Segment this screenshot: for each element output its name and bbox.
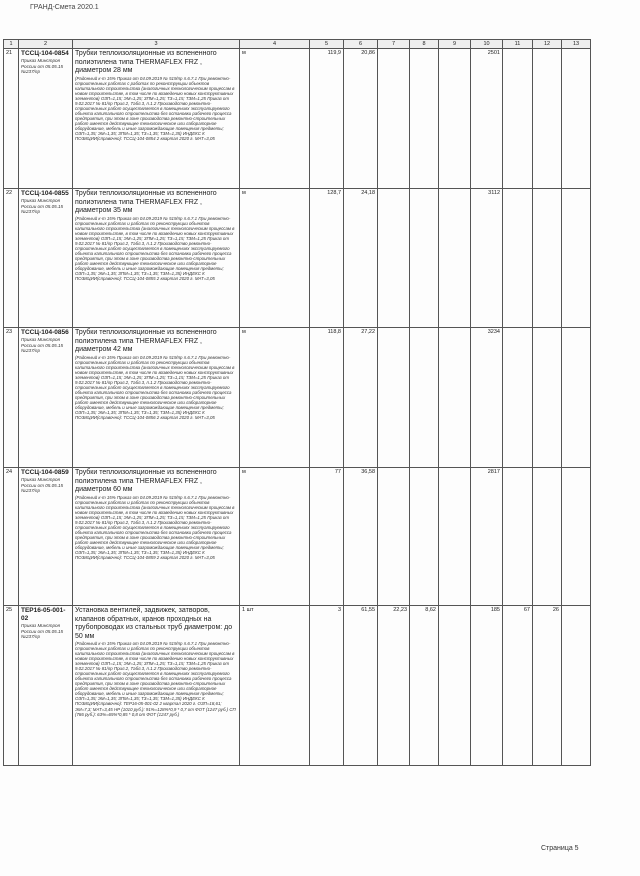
row-number: 23 xyxy=(4,328,19,468)
item-code: ТССЦ-104-0856 xyxy=(21,329,69,337)
column-header: 5 xyxy=(310,40,344,49)
row-number: 25 xyxy=(4,606,19,766)
value-cell: 22,23 xyxy=(378,606,410,766)
item-title: Трубки теплоизоляционные из вспененного полиэтилена типа THERMAFLEX FRZ , диаметром 42 мм xyxy=(75,329,217,354)
value-cell xyxy=(533,468,562,606)
value-cell: 8,62 xyxy=(410,606,439,766)
value-cell xyxy=(562,606,591,766)
description-cell xyxy=(73,468,240,606)
value-cell xyxy=(503,328,533,468)
value-cell xyxy=(378,189,410,328)
total-cell: 2501 xyxy=(471,49,503,189)
value-cell xyxy=(410,468,439,606)
value-cell xyxy=(533,189,562,328)
value-cell xyxy=(439,468,471,606)
value-cell xyxy=(533,49,562,189)
value-cell xyxy=(503,49,533,189)
table-row xyxy=(4,606,591,766)
value-cell xyxy=(439,606,471,766)
value-cell xyxy=(439,49,471,189)
column-header: 10 xyxy=(471,40,503,49)
total-cell: 3234 xyxy=(471,328,503,468)
value-cell xyxy=(533,328,562,468)
item-title: Трубки теплоизоляционные из вспененного полиэтилена типа THERMAFLEX FRZ , диаметром 60 мм xyxy=(75,469,217,494)
quantity-cell: 119,9 xyxy=(310,49,344,189)
value-cell xyxy=(562,189,591,328)
quantity-cell: 118,8 xyxy=(310,328,344,468)
total-cell: 3112 xyxy=(471,189,503,328)
item-code: ТЕР16-05-001-02 xyxy=(21,607,66,623)
table-row xyxy=(4,468,591,606)
column-header: 8 xyxy=(410,40,439,49)
item-title: Трубки теплоизоляционные из вспененного полиэтилена типа THERMAFLEX FRZ , диаметром 35 мм xyxy=(75,190,217,215)
column-header: 7 xyxy=(378,40,410,49)
unit-cell: м xyxy=(240,328,310,468)
value-cell xyxy=(562,328,591,468)
column-header: 4 xyxy=(240,40,310,49)
code-cell xyxy=(19,328,73,468)
value-cell xyxy=(378,49,410,189)
quantity-cell: 77 xyxy=(310,468,344,606)
item-code: ТССЦ-104-0859 xyxy=(21,469,69,477)
unit-cell: м xyxy=(240,468,310,606)
description-cell xyxy=(73,606,240,766)
order-ref: Приказ Минстроя России от 05.05.15 №237/пр xyxy=(21,477,64,493)
column-header: 13 xyxy=(562,40,591,49)
description-cell xyxy=(73,328,240,468)
item-title: Установка вентилей, задвижек, затворов, клапанов обратных, кранов проходных на трубопроводах из стальных труб диаметром: до 50 мм xyxy=(75,607,233,640)
row-number: 22 xyxy=(4,189,19,328)
unit-price-cell: 61,55 xyxy=(344,606,378,766)
table-row xyxy=(4,49,591,189)
column-header: 12 xyxy=(533,40,562,49)
item-code: ТССЦ-104-0854 xyxy=(21,50,69,58)
value-cell xyxy=(378,328,410,468)
unit-cell: 1 шт xyxy=(240,606,310,766)
value-cell xyxy=(439,189,471,328)
value-cell: 67 xyxy=(503,606,533,766)
value-cell xyxy=(503,468,533,606)
value-cell: 26 xyxy=(533,606,562,766)
table-row xyxy=(4,189,591,328)
value-cell xyxy=(503,189,533,328)
code-cell xyxy=(19,189,73,328)
order-ref: Приказ Минстроя России от 05.05.15 №237/пр xyxy=(21,58,64,74)
item-title: Трубки теплоизоляционные из вспененного полиэтилена типа THERMAFLEX FRZ , диаметром 28 мм xyxy=(75,50,217,75)
column-header: 3 xyxy=(73,40,240,49)
total-cell: 185 xyxy=(471,606,503,766)
description-cell xyxy=(73,49,240,189)
page-header: ГРАНД-Смета 2020.1 xyxy=(30,4,99,11)
value-cell xyxy=(562,49,591,189)
unit-price-cell: 24,18 xyxy=(344,189,378,328)
total-cell: 2817 xyxy=(471,468,503,606)
item-note: (Радонный к-т 15% Приказ от 04.09.2019 № 519/пр п.6.7.1 При ремонтно-строительных работах с работах по реконструкции объектов капитального строительства (аналогичных технологическим процессам в новом строительстве, в том числе по возведению новых конструктивных элементов) ОЗП=1,15; ЭМ=1,25; ЗПМ=1,25; ТЗ=1,15; ТЗМ=1,25 Приказ от 9.02.2017 № 81/пр Прил.2, Табл.3, п.1.2 Производство ремонтно-строительных работ осуществляется в помещениях эксплуатируемого объекта капитального строительства без остановки рабочего процесса предприятия, при этом в зоне производства ремонтно-строительных работ имеется действующее технологическое или лабораторное оборудование, мебель и иные загромождающие помещения предметы; ОЗП=1,35; ЭМ=1,35; ЗПМ=1,35; ТЗ=1,35; ТЗМ=1,35) ИНДЕКС К ПОЗИЦИИ(справочно): ТССЦ-104-0854 2 квартал 2020 г. МАТ=3,05 xyxy=(75,75,235,142)
value-cell xyxy=(410,328,439,468)
order-ref: Приказ Минстроя России от 05.05.15 №237/пр xyxy=(21,198,64,214)
item-note: (Радонный к-т 15% Приказ от 04.09.2019 № 519/пр п.6.7.1 При ремонтно-строительных работах и работах по реконструкции объектов капитального строительства (аналогичных технологическим процессам в новом строительстве, в том числе по возведению новых конструктивных элементов) ОЗП=1,15; ЭМ=1,25; ЗПМ=1,25; ТЗ=1,15; ТЗМ=1,25 Приказ от 9.02.2017 № 81/пр Прил.2, Табл.3, п.1.2 Производство ремонтно-строительных работ осуществляется в помещениях эксплуатируемого объекта капитального строительства без остановки рабочего процесса предприятия, при этом в зоне производства ремонтно-строительных работ имеется действующее технологическое или лабораторное оборудование, мебель и иные загромождающие помещения предметы; ОЗП=1,35; ЭМ=1,35; ЗПМ=1,35; ТЗ=1,35; ТЗМ=1,35) ИНДЕКС К ПОЗИЦИИ(справочно): ТЕР16-05-001-02 2 квартал 2020 г. ОЗП=18,61; ЭМ=7,3; МАТ=3,45 НР (1010 руб.): 91%=128%*0,9 * 0,7 от ФОТ (1247 руб.) СП (786 руб.): 63%=65%*0,85 * 0,8 от ФОТ (1247 руб.) xyxy=(75,640,236,717)
column-header: 1 xyxy=(4,40,19,49)
value-cell xyxy=(410,189,439,328)
item-code: ТССЦ-104-0855 xyxy=(21,190,69,198)
item-note: (Радонный к-т 15% Приказ от 04.09.2019 № 519/пр п.6.7.1 При ремонтно-строительных работах и работах по реконструкции объектов капитального строительства (аналогичных технологическим процессам в новом строительстве, в том числе по возведению новых конструктивных элементов) ОЗП=1,15; ЭМ=1,25; ЗПМ=1,25; ТЗ=1,15; ТЗМ=1,25 Приказ от 9.02.2017 № 81/пр Прил.2, Табл.3, п.1.2 Производство ремонтно-строительных работ осуществляется в помещениях эксплуатируемого объекта капитального строительства без остановки рабочего процесса предприятия, при этом в зоне производства ремонтно-строительных работ имеется действующее технологическое или лабораторное оборудование, мебель и иные загромождающие помещения предметы; ОЗП=1,35; ЭМ=1,35; ЗПМ=1,35; ТЗ=1,35; ТЗМ=1,35) ИНДЕКС К ПОЗИЦИИ(справочно): ТССЦ-104-0859 2 квартал 2020 г. МАТ=3,05 xyxy=(75,494,235,561)
unit-price-cell: 20,86 xyxy=(344,49,378,189)
estimate-table xyxy=(3,39,591,766)
value-cell xyxy=(439,328,471,468)
code-cell xyxy=(19,468,73,606)
item-note: (Радонный к-т 15% Приказ от 04.09.2019 № 519/пр п.6.7.1 При ремонтно-строительных работах и работах по реконструкции объектов капитального строительства (аналогичных технологическим процессам в новом строительстве, в том числе по возведению новых конструктивных элементов) ОЗП=1,15; ЭМ=1,25; ЗПМ=1,25; ТЗ=1,15; ТЗМ=1,25 Приказ от 9.02.2017 № 81/пр Прил.2, Табл.3, п.1.2 Производство ремонтно-строительных работ осуществляется в помещениях эксплуатируемого объекта капитального строительства без остановки рабочего процесса предприятия, при этом в зоне производства ремонтно-строительных работ имеется действующее технологическое или лабораторное оборудование, мебель и иные загромождающие помещения предметы; ОЗП=1,35; ЭМ=1,35; ЗПМ=1,35; ТЗ=1,35; ТЗМ=1,35) ИНДЕКС К ПОЗИЦИИ(справочно): ТССЦ-104-0855 2 квартал 2020 г. МАТ=3,05 xyxy=(75,215,235,282)
unit-price-cell: 27,22 xyxy=(344,328,378,468)
table-row xyxy=(4,328,591,468)
value-cell xyxy=(410,49,439,189)
order-ref: Приказ Минстроя России от 05.05.15 №237/пр xyxy=(21,623,64,639)
order-ref: Приказ Минстроя России от 05.05.15 №237/пр xyxy=(21,337,64,353)
column-header: 6 xyxy=(344,40,378,49)
value-cell xyxy=(562,468,591,606)
column-header: 9 xyxy=(439,40,471,49)
row-number: 21 xyxy=(4,49,19,189)
code-cell xyxy=(19,49,73,189)
value-cell xyxy=(378,468,410,606)
code-cell xyxy=(19,606,73,766)
column-header: 11 xyxy=(503,40,533,49)
quantity-cell: 3 xyxy=(310,606,344,766)
description-cell xyxy=(73,189,240,328)
unit-price-cell: 36,58 xyxy=(344,468,378,606)
unit-cell: м xyxy=(240,49,310,189)
unit-cell: м xyxy=(240,189,310,328)
quantity-cell: 128,7 xyxy=(310,189,344,328)
row-number: 24 xyxy=(4,468,19,606)
item-note: (Радонный к-т 15% Приказ от 04.09.2019 № 519/пр п.6.7.1 При ремонтно-строительных работах и работах по реконструкции объектов капитального строительства (аналогичных технологическим процессам в новом строительстве, в том числе по возведению новых конструктивных элементов) ОЗП=1,15; ЭМ=1,25; ЗПМ=1,25; ТЗ=1,15; ТЗМ=1,25 Приказ от 9.02.2017 № 81/пр Прил.2, Табл.3, п.1.2 Производство ремонтно-строительных работ осуществляется в помещениях эксплуатируемого объекта капитального строительства без остановки рабочего процесса предприятия, при этом в зоне производства ремонтно-строительных работ имеется действующее технологическое или лабораторное оборудование, мебель и иные загромождающие помещения предметы; ОЗП=1,35; ЭМ=1,35; ЗПМ=1,35; ТЗ=1,35; ТЗМ=1,35) ИНДЕКС К ПОЗИЦИИ(справочно): ТССЦ-104-0856 2 квартал 2020 г. МАТ=3,05 xyxy=(75,354,235,421)
page-number: Страница 5 xyxy=(541,845,579,852)
column-number-row xyxy=(4,40,591,49)
column-header: 2 xyxy=(19,40,73,49)
